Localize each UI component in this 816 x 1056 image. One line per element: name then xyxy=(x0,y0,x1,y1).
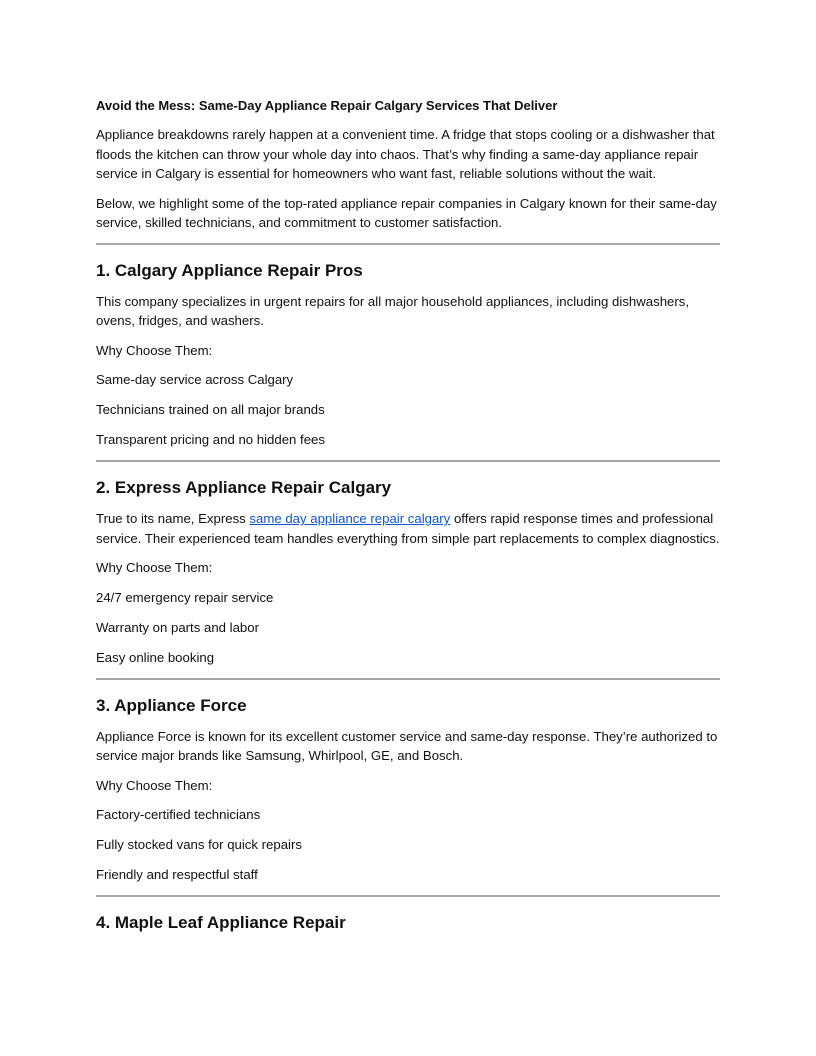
why-choose-label: Why Choose Them: xyxy=(96,777,213,793)
section-description: This company specializes in urgent repairs for all major household appliances, including dishwashers, ovens, fridges, and washers. xyxy=(96,293,690,328)
why-choose-label: Why Choose Them: xyxy=(96,560,213,575)
why-choose-label: Why Choose Them: xyxy=(96,342,213,358)
section-heading: 1. Calgary Appliance Repair Pros xyxy=(96,260,363,280)
feature-point: Technicians trained on all major brands xyxy=(96,402,325,417)
section-heading: 2. Express Appliance Repair Calgary xyxy=(96,478,392,497)
section-description xyxy=(96,509,720,548)
feature-point: Fully stocked vans for quick repairs xyxy=(96,837,302,852)
description-text: offers rapid response times and professional service. Their experienced team handles everything from simple part replacements to complex diagnostics. xyxy=(96,511,720,546)
repair-service-link[interactable]: same day appliance repair calgary xyxy=(249,511,451,526)
feature-point: Easy online booking xyxy=(96,649,215,665)
feature-point: Transparent pricing and no hidden fees xyxy=(96,432,325,447)
document-title: Avoid the Mess: Same-Day Appliance Repair Calgary Services That Deliver xyxy=(96,98,558,113)
section-divider xyxy=(96,895,720,897)
section-divider xyxy=(96,678,720,680)
section-divider xyxy=(96,460,720,462)
description-text: True to its name, Express xyxy=(96,511,250,526)
feature-point: 24/7 emergency repair service xyxy=(96,589,274,605)
feature-point: Same-day service across Calgary xyxy=(96,372,294,387)
feature-point: Friendly and respectful staff xyxy=(96,867,258,882)
section-divider xyxy=(96,243,720,245)
intro-paragraph: Appliance breakdowns rarely happen at a convenient time. A fridge that stops cooling or a dishwasher that floods the kitchen can throw your whole day into chaos. That’s why finding a same-day appliance repair service in Calgary is essential for homeowners who want fast, reliable solutions without the wait. xyxy=(96,127,715,181)
section-heading: 3. Appliance Force xyxy=(96,695,247,715)
feature-point: Warranty on parts and labor xyxy=(96,619,259,635)
intro-paragraph: Below, we highlight some of the top-rated appliance repair companies in Calgary known for their same-day service, skilled technicians, and commitment to customer satisfaction. xyxy=(96,195,717,230)
section-heading: 4. Maple Leaf Appliance Repair xyxy=(96,913,346,932)
feature-point: Factory-certified technicians xyxy=(96,807,261,822)
section-description: Appliance Force is known for its excellent customer service and same-day response. They’re authorized to service major brands like Samsung, Whirlpool, GE, and Bosch. xyxy=(96,728,718,763)
